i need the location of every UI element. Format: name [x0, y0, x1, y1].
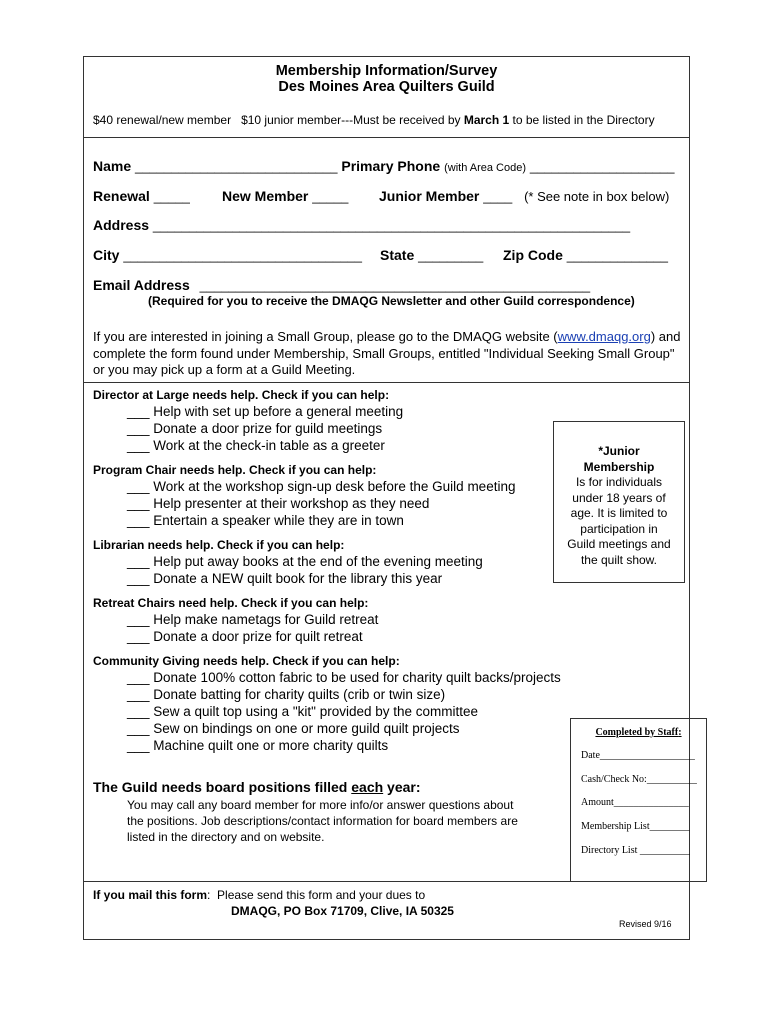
staff-membership-list-field[interactable]: Membership List________	[581, 821, 690, 832]
email-field[interactable]: ______________________________________________________	[199, 278, 591, 293]
state-field[interactable]: _________	[418, 248, 484, 263]
staff-date-field[interactable]: Date___________________	[581, 750, 695, 761]
new-member-row	[222, 188, 348, 204]
board-heading	[93, 779, 421, 795]
mail-address: DMAQG, PO Box 71709, Clive, IA 50325	[231, 904, 454, 918]
program-heading: Program Chair needs help. Check if you can help:	[93, 463, 377, 477]
junior-box-line: Guild meetings and	[567, 537, 671, 551]
junior-box-line: participation in	[580, 521, 658, 536]
retreat-item[interactable]: ___ Donate a door prize for quilt retreat	[127, 629, 363, 644]
community-item[interactable]: ___ Donate batting for charity quilts (crib or twin size)	[127, 687, 446, 702]
name-row	[93, 158, 675, 174]
small-group-text-2: ) and	[650, 329, 681, 344]
email-note: (Required for you to receive the DMAQG Newsletter and other Guild correspondence)	[148, 294, 635, 308]
community-item[interactable]: ___ Sew on bindings on one or more guild quilt projects	[127, 721, 460, 736]
board-line: You may call any board member for more info/or answer questions about	[127, 798, 514, 812]
junior-box-line: age. It is limited to	[570, 506, 668, 520]
junior-box-heading-2: Membership	[583, 459, 655, 474]
city-label: City	[93, 247, 120, 263]
staff-directory-list-field[interactable]: Directory List __________	[581, 845, 690, 856]
librarian-item[interactable]: ___ Donate a NEW quilt book for the library this year	[127, 571, 443, 586]
title-line-2: Des Moines Area Quilters Guild	[278, 79, 495, 95]
address-field[interactable]: __________________________________________________________________	[152, 218, 631, 233]
staff-box	[570, 718, 707, 882]
director-item[interactable]: ___ Work at the check-in table as a greeter	[127, 438, 385, 453]
divider-fields	[83, 382, 690, 383]
junior-box-heading-1: *Junior	[598, 444, 640, 458]
form-title	[83, 63, 690, 95]
divider-header	[83, 137, 690, 138]
small-group-text	[93, 329, 680, 379]
board-heading-text-2: year:	[383, 779, 421, 795]
staff-box-heading-text: Completed by Staff	[595, 727, 679, 738]
email-label: Email Address	[93, 277, 190, 293]
mail-label: If you mail this form	[93, 888, 208, 902]
name-label: Name	[93, 158, 132, 174]
community-item[interactable]: ___ Sew a quilt top using a "kit" provided by the committee	[127, 704, 479, 719]
new-member-label: New Member	[222, 188, 309, 204]
board-line: the positions. Job descriptions/contact information for board members are	[127, 814, 518, 828]
dues-text-2: to be listed in the Directory	[509, 113, 655, 127]
small-group-text-1: If you are interested in joining a Small Group, please go to the DMAQG website (	[93, 329, 558, 344]
zip-field[interactable]: ______________	[566, 248, 669, 263]
board-line: listed in the directory and on website.	[127, 830, 325, 844]
mail-instruction: : Please send this form and your dues to	[207, 888, 426, 902]
mail-line	[93, 888, 425, 902]
director-item[interactable]: ___ Donate a door prize for guild meetings	[127, 421, 383, 436]
phone-label: Primary Phone	[341, 158, 441, 174]
revised-date: Revised 9/16	[619, 919, 672, 929]
state-label: State	[380, 247, 415, 263]
zip-row	[503, 247, 668, 263]
board-text	[127, 797, 518, 845]
renewal-row	[93, 188, 190, 204]
community-heading: Community Giving needs help. Check if you can help:	[93, 654, 400, 668]
community-item[interactable]: ___ Donate 100% cotton fabric to be used for charity quilt backs/projects	[127, 670, 561, 685]
junior-field[interactable]: ____	[483, 189, 513, 204]
small-group-line-3: or you may pick up a form at a Guild Meeting.	[93, 362, 356, 377]
dues-line	[93, 113, 655, 127]
address-label: Address	[93, 217, 150, 233]
staff-amount-field[interactable]: Amount_______________	[581, 797, 689, 808]
city-field[interactable]: _________________________________	[123, 248, 362, 263]
new-member-field[interactable]: _____	[312, 189, 349, 204]
staff-box-heading-colon: :	[678, 727, 682, 738]
dmaqg-website-link[interactable]: www.dmaqg.org	[557, 329, 651, 344]
librarian-item[interactable]: ___ Help put away books at the end of the evening meeting	[127, 554, 483, 569]
title-line-1: Membership Information/Survey	[275, 63, 498, 79]
retreat-item[interactable]: ___ Help make nametags for Guild retreat	[127, 612, 379, 627]
address-row	[93, 217, 630, 233]
board-heading-each: each	[351, 779, 384, 795]
board-heading-text-1: The Guild needs board positions filled	[93, 779, 352, 795]
program-item[interactable]: ___ Entertain a speaker while they are in town	[127, 513, 404, 528]
phone-field[interactable]: ____________________	[529, 159, 675, 174]
junior-row	[379, 188, 669, 204]
librarian-heading: Librarian needs help. Check if you can help:	[93, 538, 345, 552]
junior-box-line: Is for individuals	[575, 475, 663, 489]
director-item[interactable]: ___ Help with set up before a general meeting	[127, 404, 404, 419]
staff-box-heading	[571, 727, 706, 738]
state-row	[380, 247, 483, 263]
renewal-field[interactable]: _____	[153, 189, 190, 204]
dues-text-1: $40 renewal/new member $10 junior member---Must be received by	[93, 113, 464, 127]
junior-note: (* See note in box below)	[524, 189, 670, 204]
dues-deadline: March 1	[463, 113, 510, 127]
junior-label: Junior Member	[379, 188, 480, 204]
phone-note: (with Area Code)	[444, 162, 527, 174]
zip-label: Zip Code	[503, 247, 563, 263]
staff-check-field[interactable]: Cash/Check No:__________	[581, 774, 697, 785]
name-field[interactable]: ____________________________	[135, 159, 338, 174]
junior-box-line: under 18 years of	[572, 490, 666, 505]
city-row	[93, 247, 362, 263]
junior-membership-box	[553, 421, 685, 583]
community-item[interactable]: ___ Machine quilt one or more charity quilts	[127, 738, 389, 753]
program-item[interactable]: ___ Work at the workshop sign-up desk before the Guild meeting	[127, 479, 516, 494]
junior-box-line: the quilt show.	[580, 552, 658, 567]
director-heading: Director at Large needs help. Check if you can help:	[93, 388, 390, 402]
email-row	[93, 277, 590, 293]
renewal-label: Renewal	[93, 188, 150, 204]
small-group-line-2: complete the form found under Membership, Small Groups, entitled "Individual Seeking Small Group"	[93, 345, 675, 361]
retreat-heading: Retreat Chairs need help. Check if you can help:	[93, 596, 369, 610]
program-item[interactable]: ___ Help presenter at their workshop as they need	[127, 496, 430, 511]
